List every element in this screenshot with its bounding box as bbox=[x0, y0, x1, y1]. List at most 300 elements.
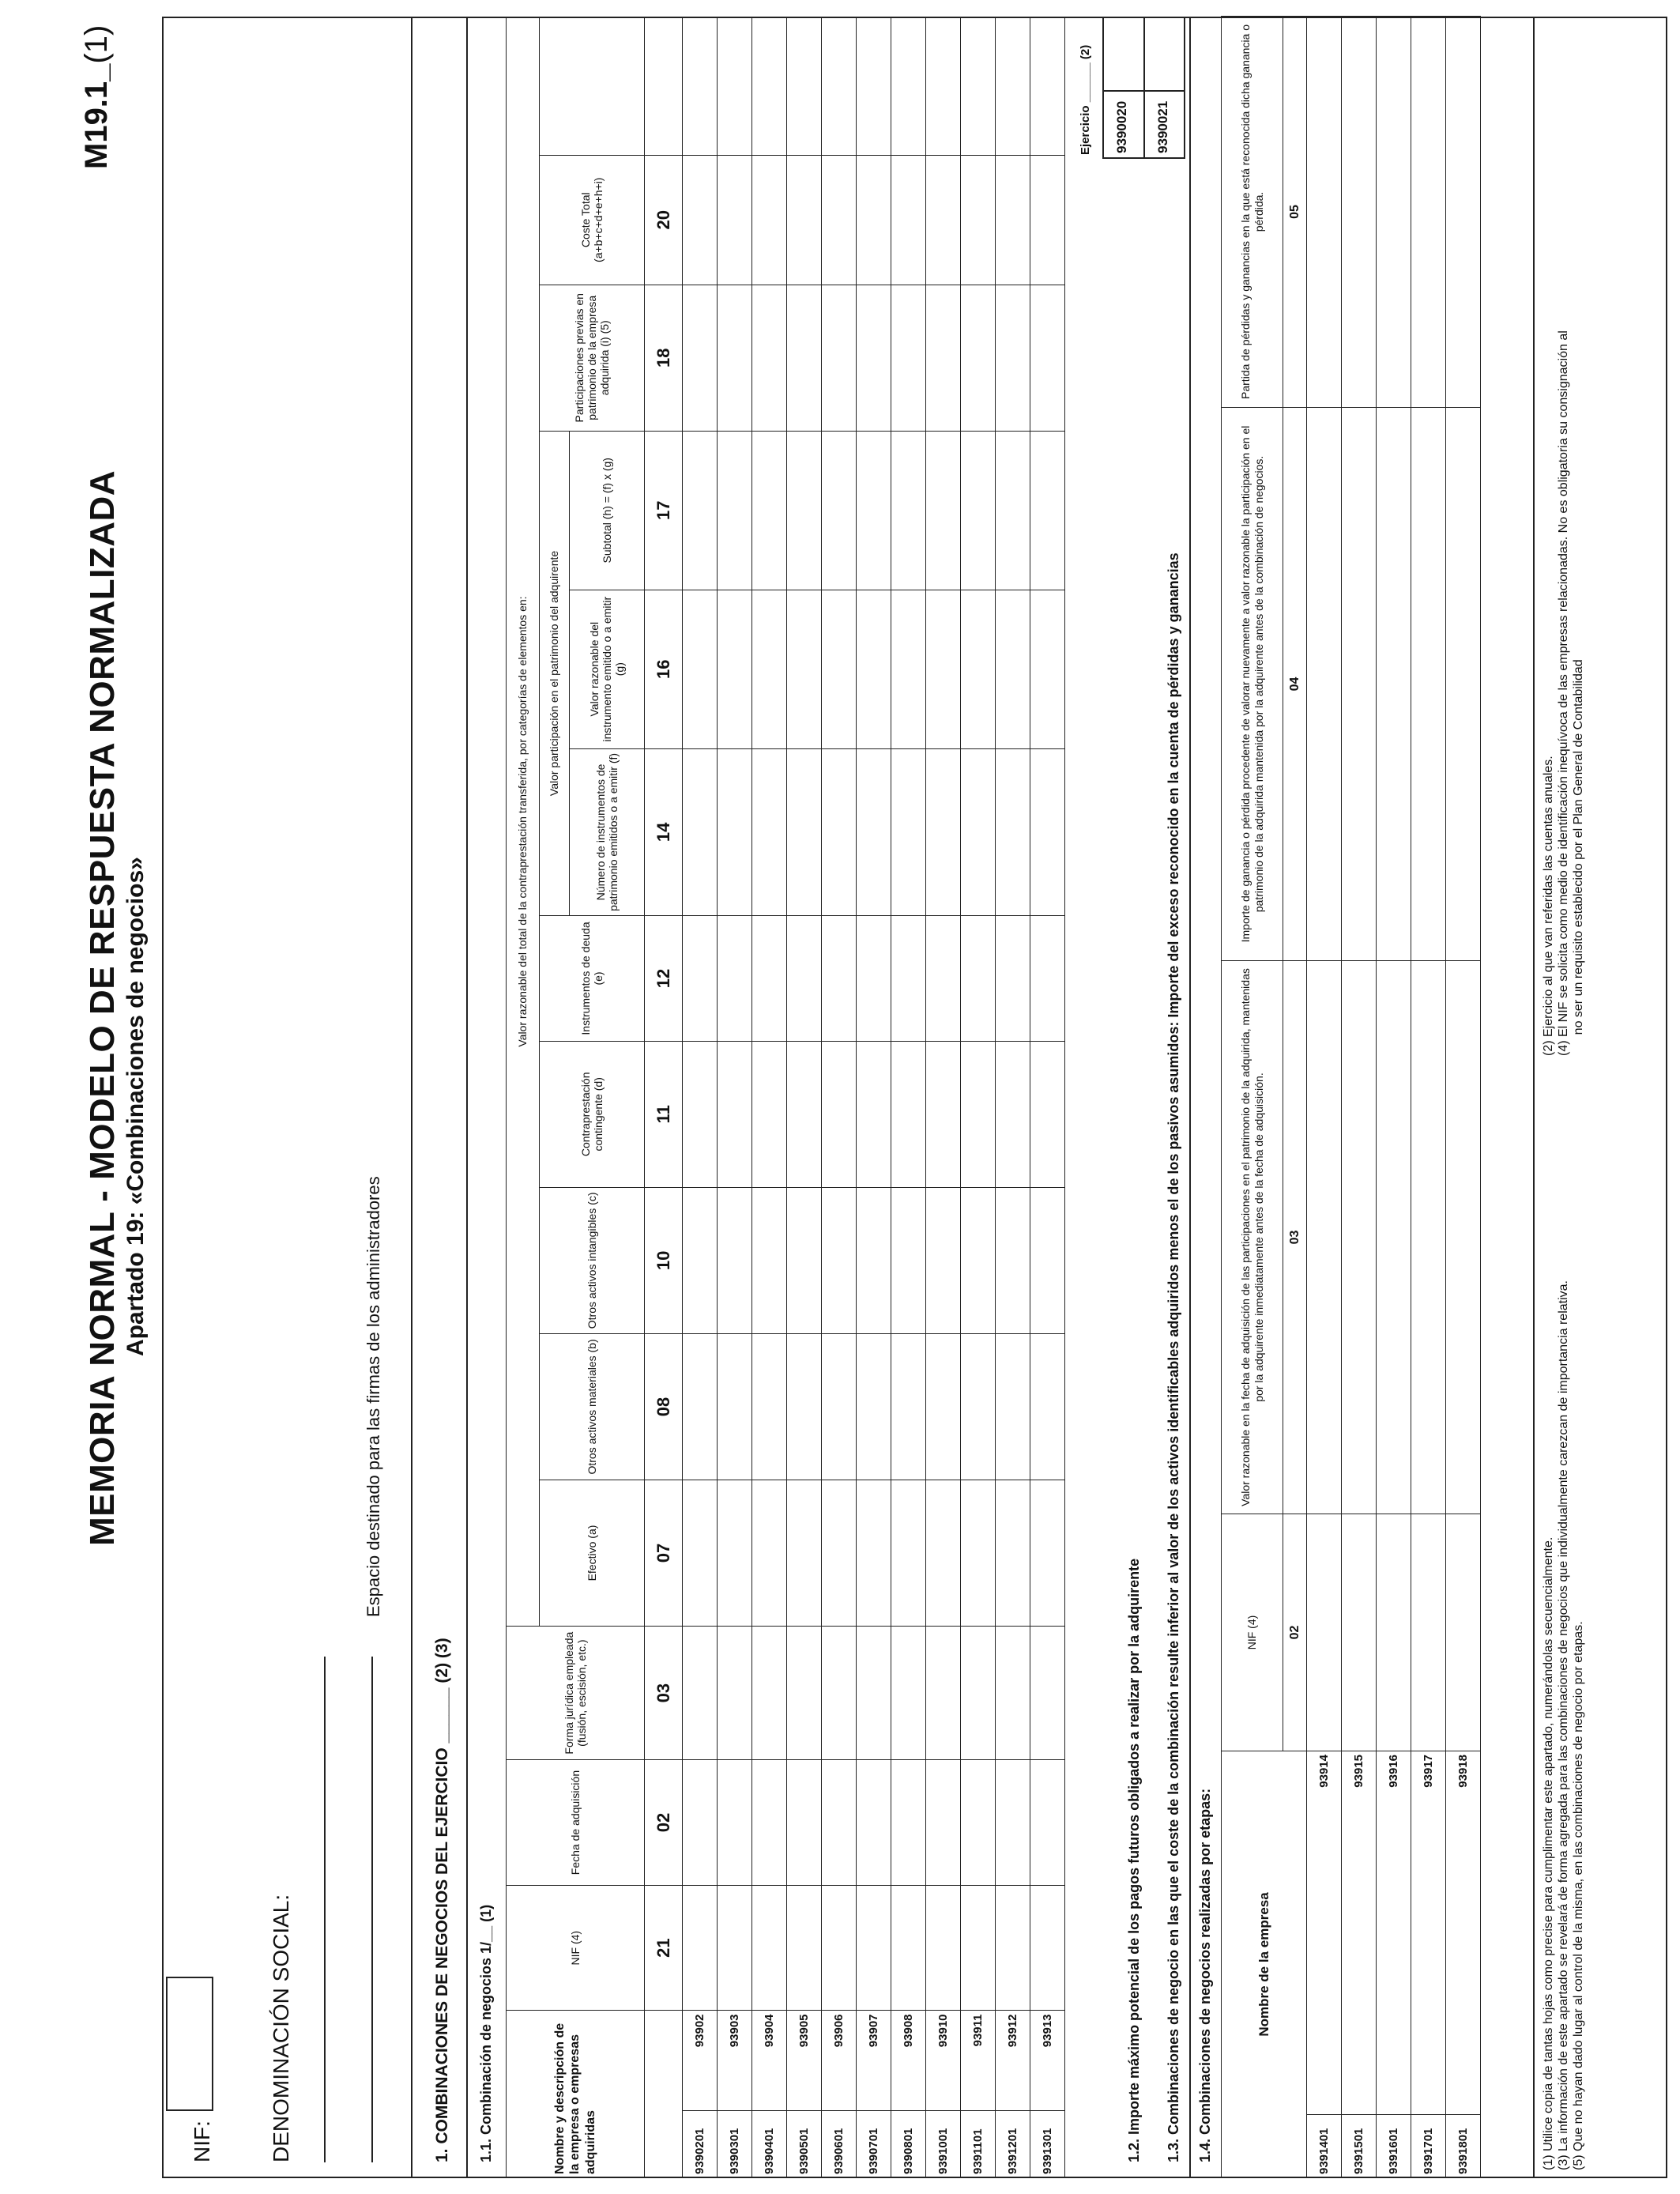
input-cell[interactable] bbox=[1411, 16, 1446, 407]
nif-label: NIF: bbox=[190, 2120, 214, 2162]
input-cell[interactable] bbox=[822, 1760, 857, 1886]
input-cell[interactable] bbox=[752, 748, 787, 916]
col-number: 17 bbox=[645, 431, 683, 590]
input-cell[interactable] bbox=[683, 1885, 718, 2011]
input-cell[interactable] bbox=[926, 1333, 961, 1480]
form-code bbox=[79, 25, 115, 169]
table-row bbox=[822, 17, 857, 2178]
input-cell[interactable] bbox=[752, 17, 787, 156]
input-cell[interactable] bbox=[787, 590, 822, 748]
input-cell[interactable] bbox=[996, 748, 1030, 916]
input-cell[interactable] bbox=[996, 17, 1030, 156]
input-cell[interactable] bbox=[752, 1760, 787, 1886]
col-number: 21 bbox=[645, 1885, 683, 2011]
input-cell[interactable] bbox=[926, 1187, 961, 1333]
row-code-right: 93904 bbox=[752, 2011, 787, 2111]
input-cell[interactable] bbox=[683, 590, 718, 748]
table-row bbox=[996, 17, 1030, 2178]
input-cell[interactable] bbox=[926, 1885, 961, 2011]
input-cell[interactable] bbox=[1307, 407, 1342, 960]
table-row bbox=[1342, 16, 1377, 2177]
col-number: 12 bbox=[645, 916, 683, 1042]
input-cell[interactable] bbox=[926, 155, 961, 285]
col-number-blank bbox=[645, 17, 683, 156]
input-cell[interactable] bbox=[1030, 1480, 1065, 1626]
input-cell[interactable] bbox=[891, 285, 926, 431]
footnote-4-cont: no ser un requisito establecido por el Plan General de Contabilidad bbox=[1572, 659, 1586, 1056]
section1-title: 1. COMBINACIONES DE NEGOCIOS DEL EJERCICIO ______ (2) (3) bbox=[433, 1638, 451, 2162]
input-cell[interactable] bbox=[961, 17, 996, 156]
input-cell[interactable] bbox=[857, 285, 891, 431]
input-cell[interactable] bbox=[683, 285, 718, 431]
col-subtotal-header: Subtotal (h) = (f) x (g) bbox=[570, 431, 645, 590]
row-code-right: 93914 bbox=[1307, 1751, 1342, 2114]
input-cell[interactable] bbox=[891, 1885, 926, 2011]
row-code-right: 93902 bbox=[683, 2011, 718, 2111]
input-cell[interactable] bbox=[926, 285, 961, 431]
input-cell[interactable] bbox=[1030, 155, 1065, 285]
input-cell[interactable] bbox=[961, 285, 996, 431]
row-code-right: 93912 bbox=[996, 2011, 1030, 2111]
input-cell[interactable] bbox=[718, 1627, 752, 1760]
input-cell[interactable] bbox=[752, 1480, 787, 1626]
input-cell[interactable] bbox=[961, 916, 996, 1042]
input-cell[interactable] bbox=[926, 916, 961, 1042]
col-fecha-header: Fecha de adquisición bbox=[507, 1760, 645, 1886]
input-cell[interactable] bbox=[996, 1885, 1030, 2011]
valor-razonable-group-header: Valor razonable del total de la contraprestación transferida, por categorías de elementos en: bbox=[507, 17, 540, 1627]
row-code-left: 9391201 bbox=[996, 2111, 1030, 2178]
input-cell[interactable] bbox=[718, 590, 752, 748]
combinaciones-table bbox=[506, 17, 1065, 2178]
input-cell[interactable] bbox=[857, 431, 891, 590]
denominacion-line-2 bbox=[371, 1657, 373, 2162]
col-nombre-header: Nombre y descripción de la empresa o empresas adquiridas bbox=[507, 2011, 645, 2178]
input-cell[interactable] bbox=[683, 1480, 718, 1626]
input-cell[interactable] bbox=[961, 1187, 996, 1333]
ejercicio-box-divider bbox=[1143, 17, 1145, 159]
input-cell[interactable] bbox=[1446, 407, 1481, 960]
input-cell[interactable] bbox=[891, 916, 926, 1042]
input-cell[interactable] bbox=[996, 590, 1030, 748]
form-subtitle: Apartado 19: «Combinaciones de negocios» bbox=[122, 857, 149, 1356]
input-cell[interactable] bbox=[787, 431, 822, 590]
ejercicio-label: Ejercicio ______ (2) bbox=[1079, 44, 1092, 155]
input-cell[interactable] bbox=[857, 1885, 891, 2011]
line-1-3: 1.3. Combinaciones de negocio en las que el coste de la combinación resulte inferior al valor de los activos identificables adquiridos menos el de los pasivos asumidos: Importe del exceso reconocido en la cuenta de pérdidas y ganancias bbox=[1166, 552, 1181, 2162]
input-cell[interactable] bbox=[718, 155, 752, 285]
col-deuda-header: Instrumentos de deuda (e) bbox=[540, 916, 645, 1042]
input-cell[interactable] bbox=[996, 1480, 1030, 1626]
line-1-4: 1.4. Combinaciones de negocios realizadas por etapas: bbox=[1197, 1788, 1213, 2162]
table-row bbox=[683, 17, 718, 2178]
etapas-table bbox=[1221, 16, 1481, 2178]
input-cell[interactable] bbox=[961, 1333, 996, 1480]
input-cell[interactable] bbox=[1030, 1041, 1065, 1187]
row-code-left: 9390301 bbox=[718, 2111, 752, 2178]
row-code-left: 9390801 bbox=[891, 2111, 926, 2178]
footnote-5: (5) Que no hayan dado lugar al control de la misma, en las combinaciones de negocio por etapas. bbox=[1572, 1621, 1586, 2170]
table-row bbox=[752, 17, 787, 2178]
input-cell[interactable] bbox=[1342, 407, 1377, 960]
input-cell[interactable] bbox=[1342, 1514, 1377, 1751]
input-cell[interactable] bbox=[787, 1333, 822, 1480]
footnote-2: (2) Ejercicio al que van referidas las cuentas anuales. bbox=[1542, 756, 1555, 1056]
input-cell[interactable] bbox=[822, 748, 857, 916]
col-nif-header: NIF (4) bbox=[507, 1885, 645, 2011]
input-cell[interactable] bbox=[996, 1041, 1030, 1187]
input-cell[interactable] bbox=[822, 916, 857, 1042]
table-row bbox=[1377, 16, 1411, 2177]
input-cell[interactable] bbox=[752, 916, 787, 1042]
row-code-left: 9391301 bbox=[1030, 2111, 1065, 2178]
input-cell[interactable] bbox=[961, 590, 996, 748]
etapas-col-number: 05 bbox=[1283, 16, 1307, 407]
col-coste-total-header: Coste Total (a+b+c+d+e+h+i) bbox=[540, 155, 645, 285]
etapas-col-nif-header: NIF (4) bbox=[1222, 1514, 1283, 1751]
input-cell[interactable] bbox=[1030, 1187, 1065, 1333]
input-cell[interactable] bbox=[787, 1760, 822, 1886]
col-number: 16 bbox=[645, 590, 683, 748]
input-cell[interactable] bbox=[822, 431, 857, 590]
input-cell[interactable] bbox=[961, 1041, 996, 1187]
input-cell[interactable] bbox=[822, 1480, 857, 1626]
input-cell[interactable] bbox=[1411, 960, 1446, 1514]
input-cell[interactable] bbox=[822, 155, 857, 285]
ejercicio-box-split bbox=[1102, 90, 1185, 92]
row-code-left: 9391701 bbox=[1411, 2115, 1446, 2178]
col-number: 18 bbox=[645, 285, 683, 431]
input-cell[interactable] bbox=[891, 748, 926, 916]
input-cell[interactable] bbox=[891, 590, 926, 748]
col-spare-header bbox=[540, 17, 645, 156]
value-1-2-input[interactable] bbox=[1105, 20, 1141, 89]
input-cell[interactable] bbox=[891, 431, 926, 590]
input-cell[interactable] bbox=[1307, 1514, 1342, 1751]
input-cell[interactable] bbox=[718, 1333, 752, 1480]
input-cell[interactable] bbox=[996, 431, 1030, 590]
row-code-left: 9391601 bbox=[1377, 2115, 1411, 2178]
input-cell[interactable] bbox=[996, 1187, 1030, 1333]
input-cell[interactable] bbox=[752, 1187, 787, 1333]
input-cell[interactable] bbox=[718, 1885, 752, 2011]
input-cell[interactable] bbox=[752, 1885, 787, 2011]
form-code-main: M19.1_ bbox=[79, 63, 114, 169]
input-cell[interactable] bbox=[857, 1627, 891, 1760]
col-previas-header: Participaciones previas en patrimonio de la empresa adquirida (i) (5) bbox=[540, 285, 645, 431]
input-cell[interactable] bbox=[718, 1760, 752, 1886]
input-cell[interactable] bbox=[752, 285, 787, 431]
input-cell[interactable] bbox=[891, 17, 926, 156]
etapas-col-number: 03 bbox=[1283, 960, 1307, 1514]
input-cell[interactable] bbox=[961, 1627, 996, 1760]
footnote-rule bbox=[1533, 17, 1535, 2178]
col-number: 11 bbox=[645, 1041, 683, 1187]
row-code-left: 9391801 bbox=[1446, 2115, 1481, 2178]
table-row bbox=[1030, 17, 1065, 2178]
input-cell[interactable] bbox=[961, 431, 996, 590]
row-code-left: 9390701 bbox=[857, 2111, 891, 2178]
row-code-right: 93916 bbox=[1377, 1751, 1411, 2114]
input-cell[interactable] bbox=[961, 155, 996, 285]
input-cell[interactable] bbox=[822, 285, 857, 431]
row-code-right: 93908 bbox=[891, 2011, 926, 2111]
input-cell[interactable] bbox=[1411, 1514, 1446, 1751]
input-cell[interactable] bbox=[718, 285, 752, 431]
row-code-right: 93913 bbox=[1030, 2011, 1065, 2111]
input-cell[interactable] bbox=[1030, 17, 1065, 156]
input-cell[interactable] bbox=[857, 748, 891, 916]
input-cell[interactable] bbox=[683, 916, 718, 1042]
input-cell[interactable] bbox=[752, 590, 787, 748]
input-cell[interactable] bbox=[683, 748, 718, 916]
col-number: 08 bbox=[645, 1333, 683, 1480]
combinaciones-rows bbox=[683, 17, 1065, 2178]
code-1-3: 9390021 bbox=[1155, 100, 1170, 153]
input-cell[interactable] bbox=[961, 748, 996, 916]
input-cell[interactable] bbox=[683, 1760, 718, 1886]
row-code-right: 93907 bbox=[857, 2011, 891, 2111]
denominacion-line-1 bbox=[324, 1657, 326, 2162]
input-cell[interactable] bbox=[1377, 16, 1411, 407]
input-cell[interactable] bbox=[787, 1885, 822, 2011]
code-1-2: 9390020 bbox=[1114, 100, 1129, 153]
input-cell[interactable] bbox=[822, 17, 857, 156]
col-number: 02 bbox=[645, 1760, 683, 1886]
input-cell[interactable] bbox=[1342, 16, 1377, 407]
input-cell[interactable] bbox=[926, 590, 961, 748]
input-cell[interactable] bbox=[1030, 1760, 1065, 1886]
input-cell[interactable] bbox=[891, 1627, 926, 1760]
input-cell[interactable] bbox=[683, 155, 718, 285]
row-code-left: 9390501 bbox=[787, 2111, 822, 2178]
row-code-left: 9391101 bbox=[961, 2111, 996, 2178]
input-cell[interactable] bbox=[752, 431, 787, 590]
input-cell[interactable] bbox=[822, 1885, 857, 2011]
input-cell[interactable] bbox=[822, 1333, 857, 1480]
input-cell[interactable] bbox=[926, 1627, 961, 1760]
input-cell[interactable] bbox=[683, 17, 718, 156]
form-title: MEMORIA NORMAL - MODELO DE RESPUESTA NORMALIZADA bbox=[83, 469, 122, 1546]
col-numero-instr-header: Número de instrumentos de patrimonio emitidos o a emitir (f) bbox=[570, 748, 645, 916]
etapas-col-number: 04 bbox=[1283, 407, 1307, 960]
input-cell[interactable] bbox=[1030, 748, 1065, 916]
input-cell[interactable] bbox=[926, 1480, 961, 1626]
input-cell[interactable] bbox=[926, 431, 961, 590]
input-cell[interactable] bbox=[996, 1333, 1030, 1480]
input-cell[interactable] bbox=[926, 748, 961, 916]
col-valor-instr-header: Valor razonable del instrumento emitido o a emitir (g) bbox=[570, 590, 645, 748]
input-cell[interactable] bbox=[1030, 1333, 1065, 1480]
row-code-right: 93910 bbox=[926, 2011, 961, 2111]
input-cell[interactable] bbox=[891, 1041, 926, 1187]
table-row bbox=[857, 17, 891, 2178]
form-code-note: (1) bbox=[79, 25, 114, 64]
row-code-left: 9391501 bbox=[1342, 2115, 1377, 2178]
row-code-right: 93911 bbox=[961, 2011, 996, 2111]
input-cell[interactable] bbox=[926, 1041, 961, 1187]
input-cell[interactable] bbox=[683, 1041, 718, 1187]
row-code-left: 9390401 bbox=[752, 2111, 787, 2178]
nif-input[interactable] bbox=[166, 1977, 213, 2111]
input-cell[interactable] bbox=[1030, 1885, 1065, 2011]
input-cell[interactable] bbox=[961, 1480, 996, 1626]
input-cell[interactable] bbox=[857, 916, 891, 1042]
footnotes-left bbox=[1541, 1280, 1587, 2170]
input-cell[interactable] bbox=[718, 916, 752, 1042]
input-cell[interactable] bbox=[718, 748, 752, 916]
input-cell[interactable] bbox=[1030, 285, 1065, 431]
row-code-left: 9391001 bbox=[926, 2111, 961, 2178]
table-row bbox=[891, 17, 926, 2178]
input-cell[interactable] bbox=[718, 17, 752, 156]
etapas-col-nombre-header: Nombre de la empresa bbox=[1222, 1751, 1307, 2177]
input-cell[interactable] bbox=[857, 1333, 891, 1480]
input-cell[interactable] bbox=[787, 17, 822, 156]
firmas-bottom-border bbox=[411, 17, 412, 2178]
value-1-3-input[interactable] bbox=[1146, 20, 1182, 89]
input-cell[interactable] bbox=[822, 1041, 857, 1187]
input-cell[interactable] bbox=[1377, 1514, 1411, 1751]
section1-rule bbox=[466, 17, 468, 2178]
table-row bbox=[1446, 16, 1481, 2177]
table-row bbox=[787, 17, 822, 2178]
input-cell[interactable] bbox=[718, 431, 752, 590]
table-row bbox=[718, 17, 752, 2178]
table-row bbox=[1307, 16, 1342, 2177]
denominacion-label: DENOMINACIÓN SOCIAL: bbox=[269, 1894, 293, 2162]
input-cell[interactable] bbox=[857, 1480, 891, 1626]
etapas-col-number: 02 bbox=[1283, 1514, 1307, 1751]
col-number: 03 bbox=[645, 1627, 683, 1760]
input-cell[interactable] bbox=[718, 1041, 752, 1187]
input-cell[interactable] bbox=[891, 1187, 926, 1333]
input-cell[interactable] bbox=[891, 1480, 926, 1626]
input-cell[interactable] bbox=[1030, 916, 1065, 1042]
input-cell[interactable] bbox=[1446, 16, 1481, 407]
input-cell[interactable] bbox=[996, 1760, 1030, 1886]
input-cell[interactable] bbox=[683, 1187, 718, 1333]
input-cell[interactable] bbox=[787, 1627, 822, 1760]
input-cell[interactable] bbox=[1377, 960, 1411, 1514]
input-cell[interactable] bbox=[683, 431, 718, 590]
input-cell[interactable] bbox=[1377, 407, 1411, 960]
input-cell[interactable] bbox=[996, 155, 1030, 285]
input-cell[interactable] bbox=[822, 590, 857, 748]
input-cell[interactable] bbox=[857, 17, 891, 156]
input-cell[interactable] bbox=[787, 916, 822, 1042]
input-cell[interactable] bbox=[822, 1627, 857, 1760]
row-code-right: 93905 bbox=[787, 2011, 822, 2111]
input-cell[interactable] bbox=[857, 590, 891, 748]
input-cell[interactable] bbox=[787, 1041, 822, 1187]
row-code-right: 93906 bbox=[822, 2011, 857, 2111]
input-cell[interactable] bbox=[1342, 960, 1377, 1514]
input-cell[interactable] bbox=[752, 1041, 787, 1187]
footnote-4: (4) El NIF se solicita como medio de identificación inequívoca de las empresas relacionadas. No es obligatoria su consignación al bbox=[1557, 330, 1571, 1056]
input-cell[interactable] bbox=[891, 1333, 926, 1480]
table-row bbox=[1411, 16, 1446, 2177]
section14-rule bbox=[1189, 17, 1191, 2178]
section11-title: 1.1. Combinación de negocios 1/__ (1) bbox=[478, 1904, 494, 2162]
input-cell[interactable] bbox=[1307, 16, 1342, 407]
col-efectivo-header: Efectivo (a) bbox=[540, 1480, 645, 1626]
firmas-label: Espacio destinado para las firmas de los administradores bbox=[363, 1176, 383, 1617]
row-code-left: 9390601 bbox=[822, 2111, 857, 2178]
etapas-rows bbox=[1307, 16, 1481, 2177]
input-cell[interactable] bbox=[787, 1187, 822, 1333]
table-row bbox=[926, 17, 961, 2178]
input-cell[interactable] bbox=[1411, 407, 1446, 960]
input-cell[interactable] bbox=[961, 1760, 996, 1886]
input-cell[interactable] bbox=[718, 1187, 752, 1333]
row-code-right: 93917 bbox=[1411, 1751, 1446, 2114]
row-code-right: 93903 bbox=[718, 2011, 752, 2111]
col-number: 07 bbox=[645, 1480, 683, 1626]
input-cell[interactable] bbox=[996, 916, 1030, 1042]
input-cell[interactable] bbox=[787, 748, 822, 916]
input-cell[interactable] bbox=[787, 1480, 822, 1626]
table-row bbox=[961, 17, 996, 2178]
input-cell[interactable] bbox=[1030, 590, 1065, 748]
input-cell[interactable] bbox=[926, 1760, 961, 1886]
footnote-1: (1) Utilice copia de tantas hojas como precise para cumplimentar este apartado, numerándolas secuencialmente. bbox=[1542, 1536, 1555, 2170]
etapas-col-importe-header: Importe de ganancia o pérdida procedente de valorar nuevamente a valor razonable la participación en el patrimonio de la adquirida mantenida por la adquirente antes de la combinación de negocios. bbox=[1222, 407, 1283, 960]
input-cell[interactable] bbox=[752, 1333, 787, 1480]
col-number: 10 bbox=[645, 1187, 683, 1333]
input-cell[interactable] bbox=[752, 1627, 787, 1760]
input-cell[interactable] bbox=[787, 285, 822, 431]
input-cell[interactable] bbox=[857, 155, 891, 285]
col-materiales-header: Otros activos materiales (b) bbox=[540, 1333, 645, 1480]
input-cell[interactable] bbox=[891, 155, 926, 285]
col-number: 20 bbox=[645, 155, 683, 285]
input-cell[interactable] bbox=[683, 1627, 718, 1760]
input-cell[interactable] bbox=[1030, 431, 1065, 590]
row-code-left: 9390201 bbox=[683, 2111, 718, 2178]
line-1-2: 1.2. Importe máximo potencial de los pagos futuros obligados a realizar por la adquirente bbox=[1126, 1558, 1142, 2162]
input-cell[interactable] bbox=[1446, 960, 1481, 1514]
input-cell[interactable] bbox=[1446, 1514, 1481, 1751]
col-number-blank bbox=[645, 2011, 683, 2178]
footnote-3: (3) La información de este apartado se revelará de forma agregada para las combinaciones de negocios que individualmente carezcan de importancia relativa. bbox=[1557, 1280, 1571, 2170]
col-forma-header: Forma jurídica empleada (fusión, escisión, etc.) bbox=[507, 1627, 645, 1760]
input-cell[interactable] bbox=[926, 17, 961, 156]
input-cell[interactable] bbox=[787, 155, 822, 285]
input-cell[interactable] bbox=[718, 1480, 752, 1626]
participacion-group-header: Valor participación en el patrimonio del adquirente bbox=[540, 431, 570, 915]
input-cell[interactable] bbox=[961, 1885, 996, 2011]
row-code-right: 93915 bbox=[1342, 1751, 1377, 2114]
input-cell[interactable] bbox=[1307, 960, 1342, 1514]
input-cell[interactable] bbox=[857, 1760, 891, 1886]
etapas-col-partida-header: Partida de pérdidas y ganancias en la que está reconocida dicha ganancia o pérdida. bbox=[1222, 16, 1283, 407]
footnotes-right bbox=[1541, 330, 1587, 1056]
input-cell[interactable] bbox=[857, 1041, 891, 1187]
col-intangibles-header: Otros activos intangibles (c) bbox=[540, 1187, 645, 1333]
input-cell[interactable] bbox=[891, 1760, 926, 1886]
input-cell[interactable] bbox=[683, 1333, 718, 1480]
input-cell[interactable] bbox=[1030, 1627, 1065, 1760]
col-contingente-header: Contraprestación contingente (d) bbox=[540, 1041, 645, 1187]
input-cell[interactable] bbox=[996, 1627, 1030, 1760]
column-number-row bbox=[645, 17, 683, 2178]
col-number: 14 bbox=[645, 748, 683, 916]
input-cell[interactable] bbox=[822, 1187, 857, 1333]
input-cell[interactable] bbox=[996, 285, 1030, 431]
input-cell[interactable] bbox=[752, 155, 787, 285]
input-cell[interactable] bbox=[857, 1187, 891, 1333]
